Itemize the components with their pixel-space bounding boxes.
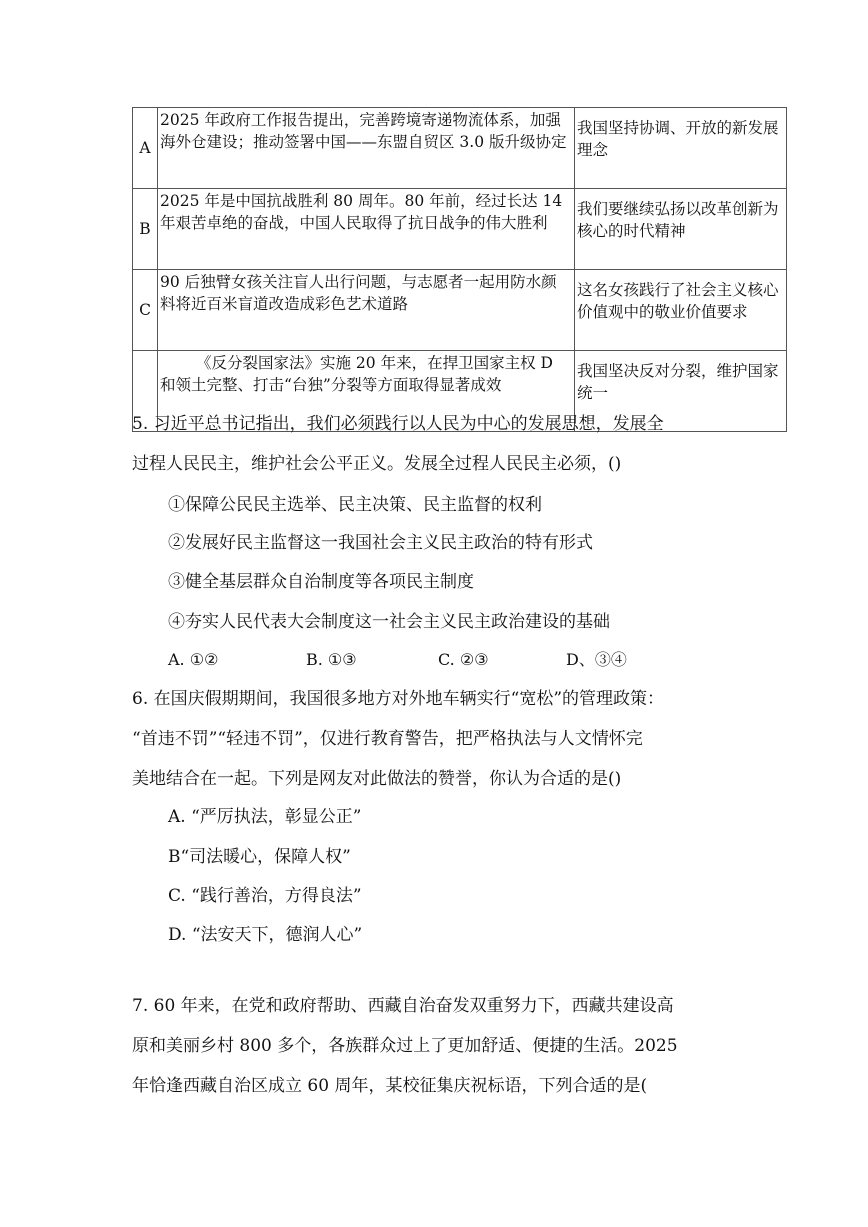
row-material: 2025 年政府工作报告提出，完善跨境寄递物流体系，加强海外仓建设；推动签署中国——东盟自贸区 3.0 版升级协定: [158, 108, 575, 189]
options-table: [132, 107, 787, 432]
q5-choice-c: C. ②③: [438, 650, 489, 669]
row-letter: A: [133, 108, 158, 189]
row-conclusion: 我国坚决反对分裂，维护国家统一: [575, 351, 787, 432]
q5-stem-line: 5. 习近平总书记指出，我们必须践行以人民为中心的发展思想，发展全: [132, 414, 664, 434]
table-row: [133, 270, 787, 351]
q7-stem-line: 7. 60 年来，在党和政府帮助、西藏自治奋发双重努力下，西藏共建设高: [132, 996, 674, 1016]
q6-stem-line: 美地结合在一起。下列是网友对此做法的赞誉，你认为合适的是(): [132, 769, 622, 789]
q5-item: ①保障公民民主选举、民主决策、民主监督的权利: [168, 495, 542, 515]
q6-choice-d: D. “法安天下，德润人心”: [168, 925, 363, 945]
q6-stem-line: “首违不罚”“轻违不罚”，仅进行教育警告，把严格执法与人文情怀完: [132, 729, 643, 749]
row-letter: B: [133, 189, 158, 270]
q5-choice-a: A. ①②: [168, 650, 219, 669]
q5-item: ④夯实人民代表大会制度这一社会主义民主政治建设的基础: [168, 612, 610, 632]
q6-choice-c: C. “践行善治，方得良法”: [168, 886, 362, 906]
row-material: 90 后独臂女孩关注盲人出行问题，与志愿者一起用防水颜料将近百米盲道改造成彩色艺术道路: [158, 270, 575, 351]
q6-choice-b: B“司法暖心，保障人权”: [168, 847, 351, 867]
row-material: 2025 年是中国抗战胜利 80 周年。80 年前，经过长达 14 年艰苦卓绝的奋战，中国人民取得了抗日战争的伟大胜利: [158, 189, 575, 270]
q5-choice-b: B. ①③: [306, 650, 357, 669]
q5-stem-line: 过程人民民主，维护社会公平正义。发展全过程人民民主必须，(): [132, 454, 622, 474]
row-material: 《反分裂国家法》实施 20 年来，在捍卫国家主权 D 和领土完整、打击“台独”分裂等方面取得显著成效: [158, 351, 575, 432]
q7-stem-line: 年恰逢西藏自治区成立 60 周年，某校征集庆祝标语，下列合适的是(: [132, 1076, 648, 1096]
q5-item: ②发展好民主监督这一我国社会主义民主政治的特有形式: [168, 533, 593, 553]
row-conclusion: 我们要继续弘扬以改革创新为核心的时代精神: [575, 189, 787, 270]
q5-choice-d: D、③④: [566, 650, 627, 669]
table-row: [133, 108, 787, 189]
row-letter: C: [133, 270, 158, 351]
q5-item: ③健全基层群众自治制度等各项民主制度: [168, 572, 474, 592]
q6-choice-a: A. “严厉执法，彰显公正”: [168, 807, 362, 827]
table-row: [133, 189, 787, 270]
q7-stem-line: 原和美丽乡村 800 多个，各族群众过上了更加舒适、便捷的生活。2025: [132, 1036, 678, 1056]
row-conclusion: 这名女孩践行了社会主义核心价值观中的敬业价值要求: [575, 270, 787, 351]
q6-stem-line: 6. 在国庆假期期间，我国很多地方对外地车辆实行“宽松”的管理政策：: [132, 689, 665, 709]
row-conclusion: 我国坚持协调、开放的新发展理念: [575, 108, 787, 189]
